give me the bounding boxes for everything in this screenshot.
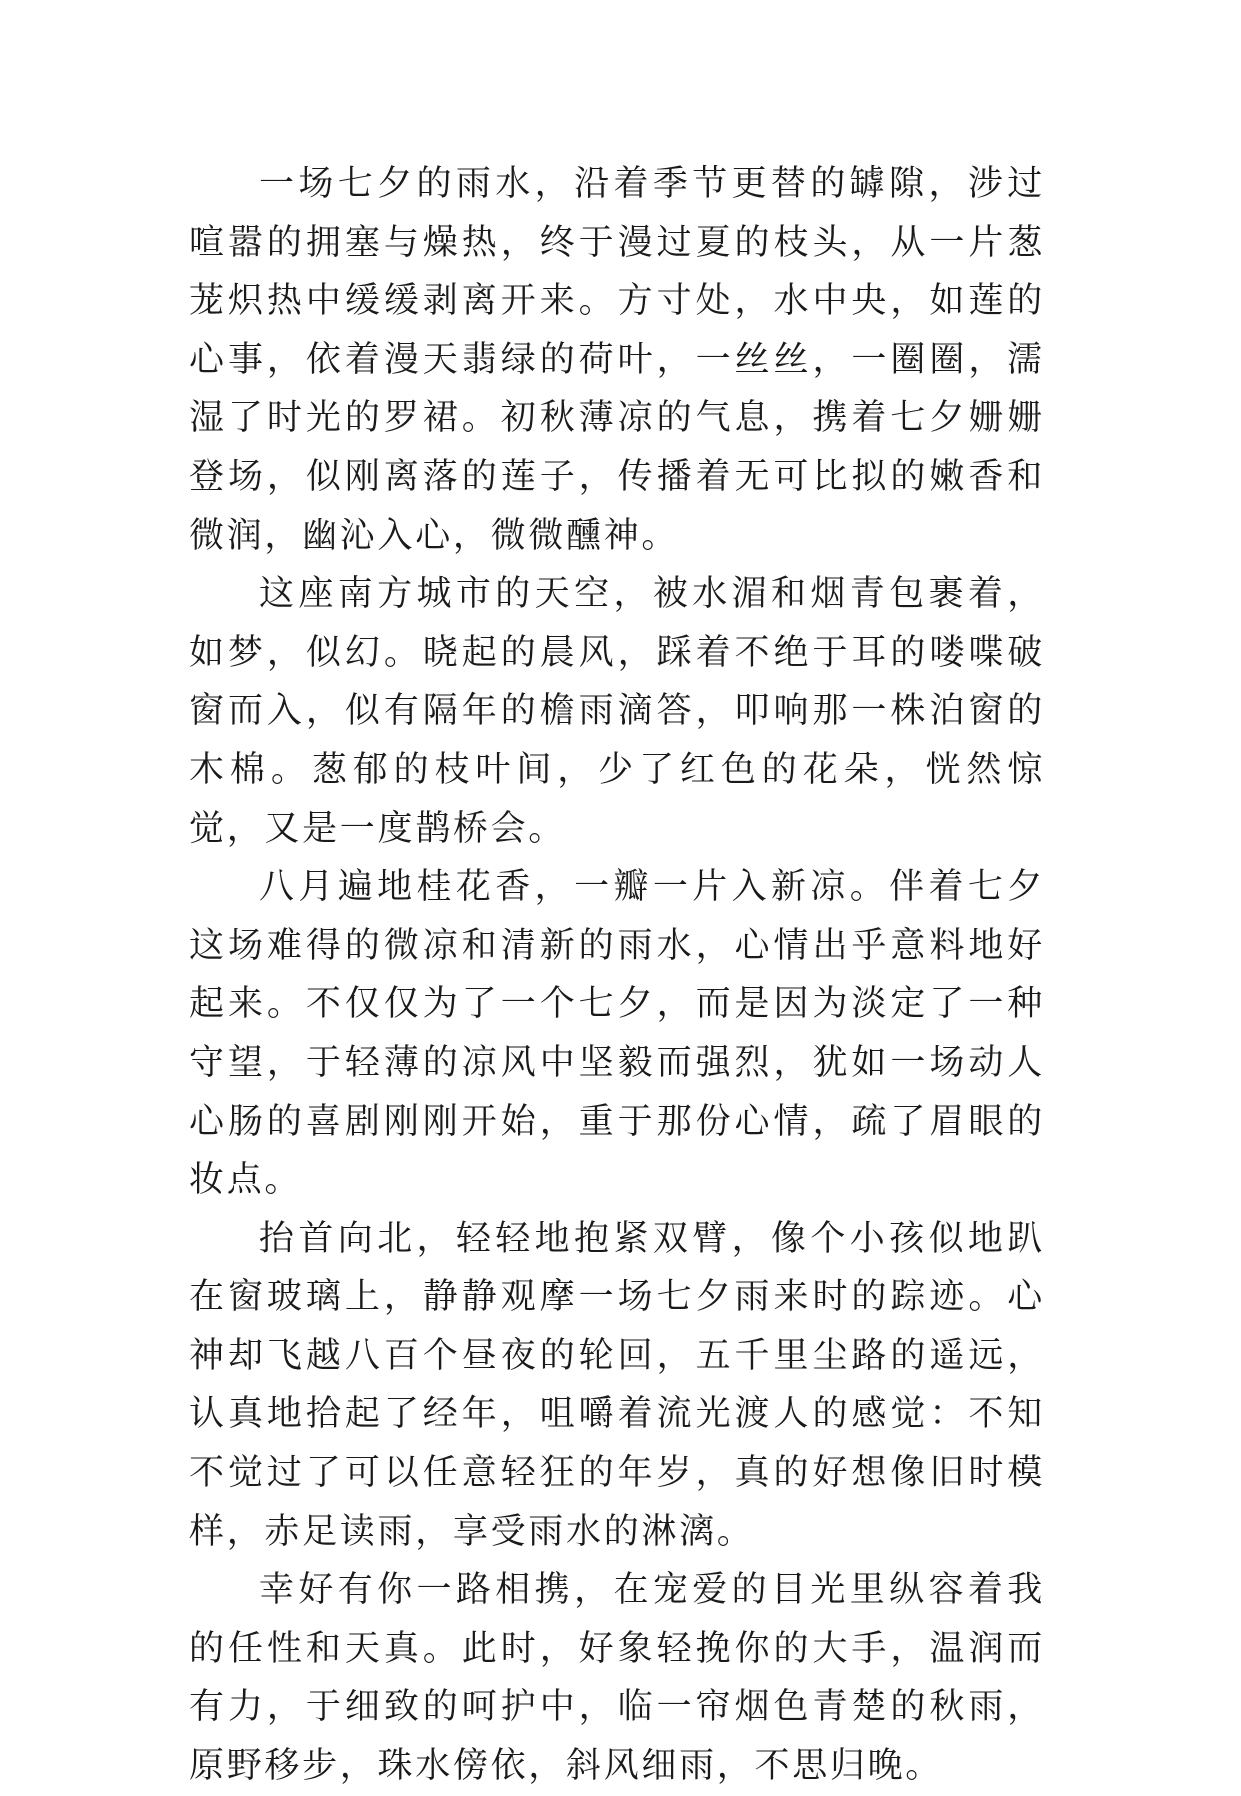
paragraph: 八月遍地桂花香，一瓣一片入新凉。伴着七夕这场难得的微凉和清新的雨水，心情出乎意料地好起来。不仅仅为了一个七夕，而是因为淡定了一种守望，于轻薄的凉风中坚毅而强烈，犹如一场动人心肠的喜剧刚刚开始，重于那份心情，疏了眉眼的妆点。 (189, 867, 1045, 1201)
paragraph: 这座南方城市的天空，被水湄和烟青包裹着，如梦，似幻。晓起的晨风，踩着不绝于耳的喽喋破窗而入，似有隔年的檐雨滴答，叩响那一株泊窗的木棉。葱郁的枝叶间，少了红色的花朵，恍然惊觉，又是一度鹊桥会。 (189, 574, 1045, 849)
paragraph: 抬首向北，轻轻地抱紧双臂，像个小孩似地趴在窗玻璃上，静静观摩一场七夕雨来时的踪迹。心神却飞越八百个昼夜的轮回，五千里尘路的遥远，认真地拾起了经年，咀嚼着流光渡人的感觉：不知不觉过了可以任意轻狂的年岁，真的好想像旧时模样，赤足读雨，享受雨水的淋漓。 (189, 1218, 1045, 1552)
paragraph: 幸好有你一路相携，在宠爱的目光里纵容着我的任性和天真。此时，好象轻挽你的大手，温润而有力，于细致的呵护中，临一帘烟色青楚的秋雨，原野移步，珠水傍依，斜风细雨，不思归晚。 (189, 1570, 1045, 1787)
document-page (189, 155, 1045, 1796)
paragraph: 一场七夕的雨水，沿着季节更替的罅隙，涉过喧嚣的拥塞与燥热，终于漫过夏的枝头，从一片葱茏炽热中缓缓剥离开来。方寸处，水中央，如莲的心事，依着漫天翡绿的荷叶，一丝丝，一圈圈，濡湿了时光的罗裙。初秋薄凉的气息，携着七夕姗姗登场，似刚离落的莲子，传播着无可比拟的嫩香和微润，幽沁入心，微微醺神。 (189, 164, 1045, 556)
